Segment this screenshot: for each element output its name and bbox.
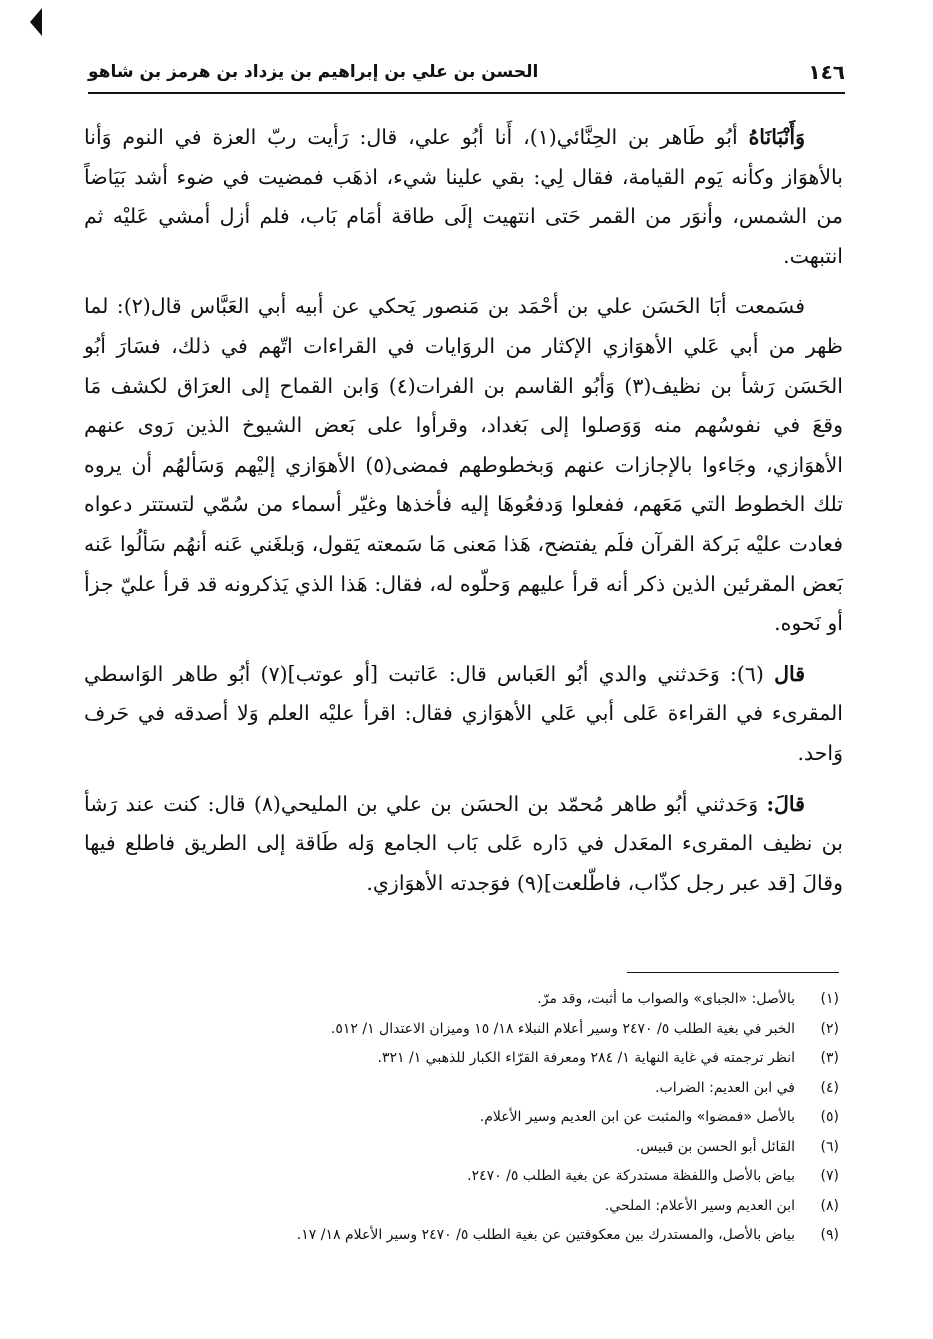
paragraph-lead: قال	[774, 661, 806, 686]
footnote-number: (٥)	[820, 1109, 839, 1125]
footnote	[120, 1162, 839, 1192]
paragraph	[84, 655, 843, 774]
paragraph-text: (٦): وَحَدثني والدي أبُو العَباس قال: عَاتبت [أو عوتب](٧) أبُو طاهر الوَاسطي المقرىء في القراءة عَلى أبي عَلي الأهوَازي فقال: اقرأ عليْه العلم وَلا أصدقه في حَرف وَاحد.	[84, 661, 843, 765]
footnote	[120, 985, 839, 1015]
footnote	[120, 1074, 839, 1104]
running-title: الحسن بن علي بن إبراهيم بن يزداد بن هرمز بن شاهو	[88, 62, 539, 82]
footnote	[120, 1044, 839, 1074]
footnote-text: الخبر في بغية الطلب ٥/ ٢٤٧٠ وسير أعلام النبلاء ١٨/ ١٥ وميزان الاعتدال ١/ ٥١٢.	[330, 1020, 795, 1037]
footnote	[120, 1221, 839, 1251]
footnote	[120, 1192, 839, 1222]
footnote-number: (٧)	[820, 1168, 839, 1184]
footnote-number: (٨)	[820, 1197, 839, 1214]
footnote-number: (٩)	[820, 1227, 839, 1243]
paragraph-lead: وَأَنْبَانَاهُ	[748, 125, 805, 149]
page-header	[88, 52, 845, 94]
paragraph-text: أبُو طَاهر بن الحِنَّائي(١)، أَنا أبُو علي، قال: رَأيت ربّ العزة في النوم وَأنا بالأهوَاز وكأنه يَوم القيامة، فقال لِي: بقي علينا شيء، اذهَب فمضيت في ضوء أشد بَيَاضاً من الشمس، وأنوَر من القمر حَتى انتهيت إلَى طاقة أمَام بَاب، فلم أزل أمشي عَليْه ثم انتبهت.	[84, 125, 843, 268]
footnote-text: في ابن العديم: الضراب.	[655, 1079, 795, 1096]
footnote	[120, 1133, 839, 1163]
paragraph	[84, 287, 843, 643]
paragraph-text: وَحَدثني أبُو طاهر مُحمّد بن الحسَن بن علي بن المليحي(٨) قال: كنت عند رَشأ بن نظيف المقرىء المعَدل في دَاره عَلى بَاب الجامع وَله طَاقة إلى الطريق فاطلع فيها وقالَ [قد عبر رجل كذّاب، فاطّلعت](٩) فوَجدته الأهوَازي.	[84, 791, 843, 895]
footnotes	[120, 972, 839, 1251]
main-text	[84, 118, 843, 914]
footnote	[120, 1103, 839, 1133]
footnote-text: بالأصل: «الجباى» والصواب ما أثبت، وقد مرّ.	[537, 991, 795, 1007]
page-number: ١٤٦	[808, 60, 845, 84]
paragraph-lead: قالَ:	[766, 791, 805, 816]
page-corner-mark	[30, 8, 42, 36]
footnote-number: (٢)	[820, 1020, 839, 1037]
paragraph	[84, 785, 843, 904]
footnote-list	[120, 985, 839, 1251]
footnote-text: انظر ترجمته في غاية النهاية ١/ ٢٨٤ ومعرفة القرّاء الكبار للذهبي ١/ ٣٢١.	[377, 1050, 795, 1066]
footnote-text: بياض بالأصل، والمستدرك بين معكوفتين عن بغية الطلب ٥/ ٢٤٧٠ وسير الأعلام ١٨/ ١٧.	[296, 1227, 795, 1243]
footnote-divider	[627, 972, 839, 973]
footnote-text: ابن العديم وسير الأعلام: الملحي.	[604, 1197, 795, 1214]
footnote-number: (٦)	[820, 1138, 839, 1155]
footnote-number: (٣)	[820, 1050, 839, 1066]
footnote-number: (٤)	[820, 1079, 839, 1096]
paragraph-text: فسَمعت أبَا الحَسَن علي بن أحْمَد بن مَنصور يَحكي عن أبيه أبي العَبَّاس قال(٢): لما ظهر من أبي عَلي الأهوَازي الإكثار من الروَايات في القراءات اتّهم في ذلك، فسَارَ أبُو الحَسَن رَشأ بن نظيف(٣) وَأبُو القاسم بن الفرات(٤) وَابن القماح إلى العرَاق لكشف مَا وقعَ في نفوسُهم منه وَوَصلوا إلى بَغداد، وقرأوا على بَعض الشيوخ الذين رَوى عنهم الأهوَازي، وجَاءوا بالإجازات عنهم وَبخطوطهم فمضى(٥) الأهوَازي إليْهم وَسَألهُم أن يروه تلك الخطوط التي مَعَهم، ففعلوا وَدفعُوهَا إليه فأخذها وغيّر أسماء من سُمّي لتستتر دعواه فعادت عليْه بَركة القرآن فلَم يفتضح، هَذا مَعنى مَا سَمعته يَقول، وَبلغَني عَنه أنهُم سَألُوا عَنه بَعض المقرئين الذين ذكر أنه قرأ عليهم وَحلّوه له، فقال: هَذا الذي يَذكرونه قد قرأ عليّ جزأ أو نَحوه.	[84, 294, 843, 636]
footnote	[120, 1015, 839, 1045]
footnote-text: القائل أبو الحسن بن قبيس.	[635, 1138, 795, 1155]
paragraph	[84, 118, 843, 276]
footnote-number: (١)	[820, 991, 839, 1007]
footnote-text: بالأصل «فمضوا» والمثبت عن ابن العديم وسير الأعلام.	[479, 1109, 795, 1125]
footnote-text: بياض بالأصل واللفظة مستدركة عن بغية الطلب ٥/ ٢٤٧٠.	[467, 1168, 795, 1184]
